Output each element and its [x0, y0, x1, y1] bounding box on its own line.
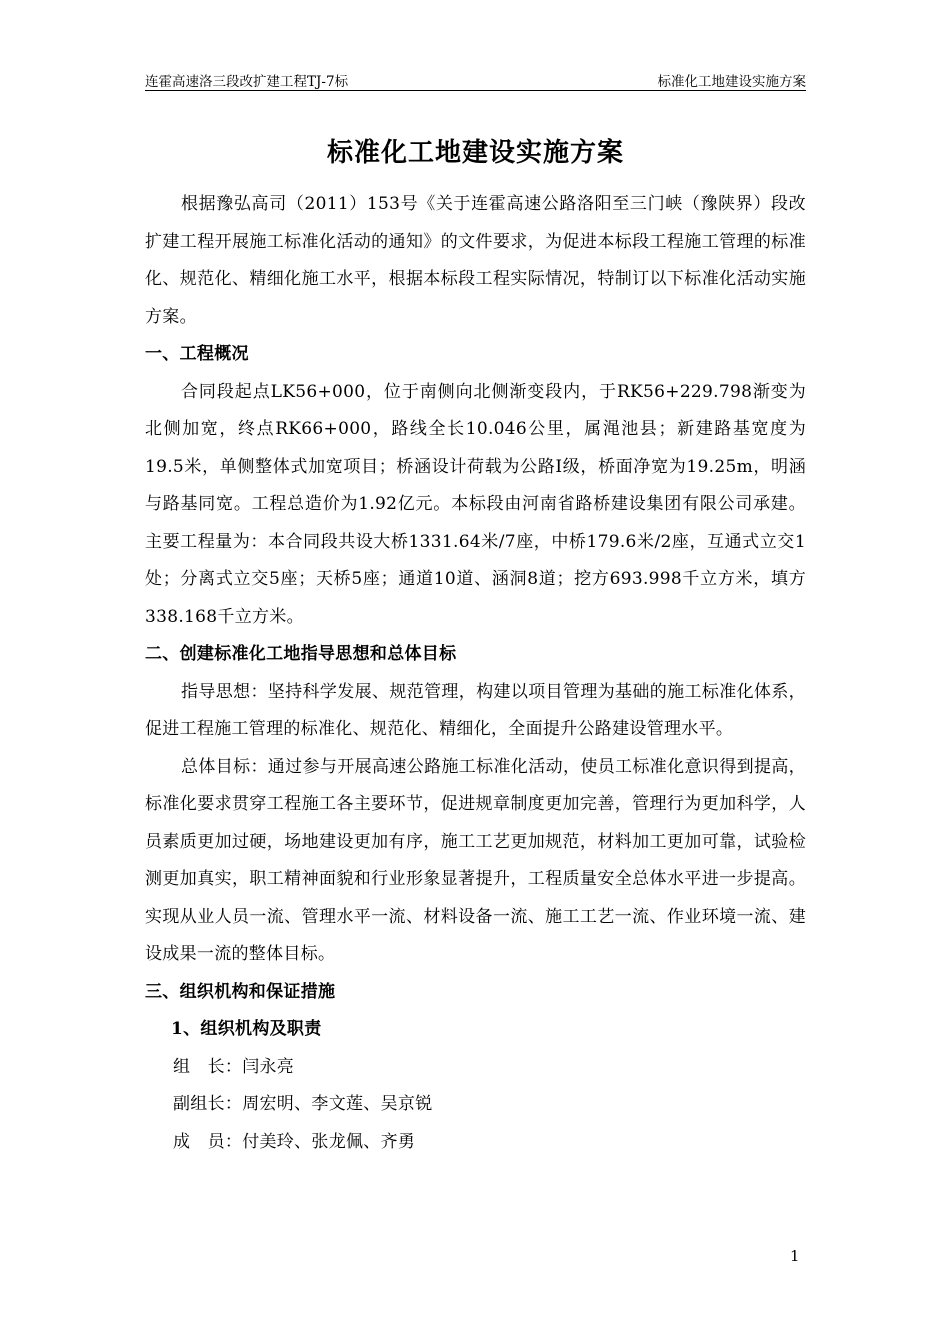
header-document-name: 标准化工地建设实施方案 [657, 74, 806, 90]
document-body [145, 186, 806, 1161]
subsection-1-heading: 1、组织机构及职责 [171, 1019, 322, 1039]
team-leader: 组 长：闫永亮 [173, 1056, 295, 1077]
intro-paragraph: 根据豫弘高司（2011）153号《关于连霍高速公路洛阳至三门峡（豫陕界）段改扩建工程开展施工标准化活动的通知》的文件要求，为促进本标段工程施工管理的标准化、规范化、精细化施工水平，根据本标段工程实际情况，特制订以下标准化活动实施方案。 [145, 194, 806, 327]
document-title: 标准化工地建设实施方案 [326, 138, 624, 168]
section-2-heading: 二、创建标准化工地指导思想和总体目标 [145, 644, 457, 664]
deputy-leaders: 副组长：周宏明、李文莲、吴京锐 [173, 1094, 433, 1114]
overall-goal-paragraph: 总体目标：通过参与开展高速公路施工标准化活动，使员工标准化意识得到提高，标准化要求贯穿工程施工各主要环节，促进规章制度更加完善，管理行为更加科学，人员素质更加过硬，场地建设更加有序，施工工艺更加规范，材料加工更加可靠，试验检测更加真实，职工精神面貌和行业形象显著提升，工程质量安全总体水平进一步提高。实现从业人员一流、管理水平一流、材料设备一流、施工工艺一流、作业环境一流、建设成果一流的整体目标。 [145, 756, 806, 964]
section-3-heading: 三、组织机构和保证措施 [145, 981, 336, 1002]
page-header [145, 68, 806, 91]
team-members: 成 员：付美玲、张龙佩、齐勇 [173, 1131, 416, 1152]
guiding-ideology-paragraph: 指导思想：坚持科学发展、规范管理，构建以项目管理为基础的施工标准化体系，促进工程施工管理的标准化、规范化、精细化，全面提升公路建设管理水平。 [145, 681, 806, 739]
section-1-heading: 一、工程概况 [145, 344, 249, 364]
header-project-name: 连霍高速洛三段改扩建工程TJ-7标 [145, 74, 349, 90]
section-1-body: 合同段起点LK56+000，位于南侧向北侧渐变段内，于RK56+229.798渐变为北侧加宽，终点RK66+000，路线全长10.046公里，属渑池县；新建路基宽度为19.5米，单侧整体式加宽项目；桥涵设计荷载为公路Ⅰ级，桥面净宽为19.25m，明涵与路基同宽。工程总造价为1.92亿元。本标段由河南省路桥建设集团有限公司承建。主要工程量为：本合同段共设大桥1331.64米/7座，中桥179.6米/2座，互通式立交1处；分离式立交5座；天桥5座；通道10道、涵洞8道；挖方693.998千立方米，填方338.168千立方米。 [145, 381, 806, 627]
page-number: 1 [790, 1247, 800, 1265]
